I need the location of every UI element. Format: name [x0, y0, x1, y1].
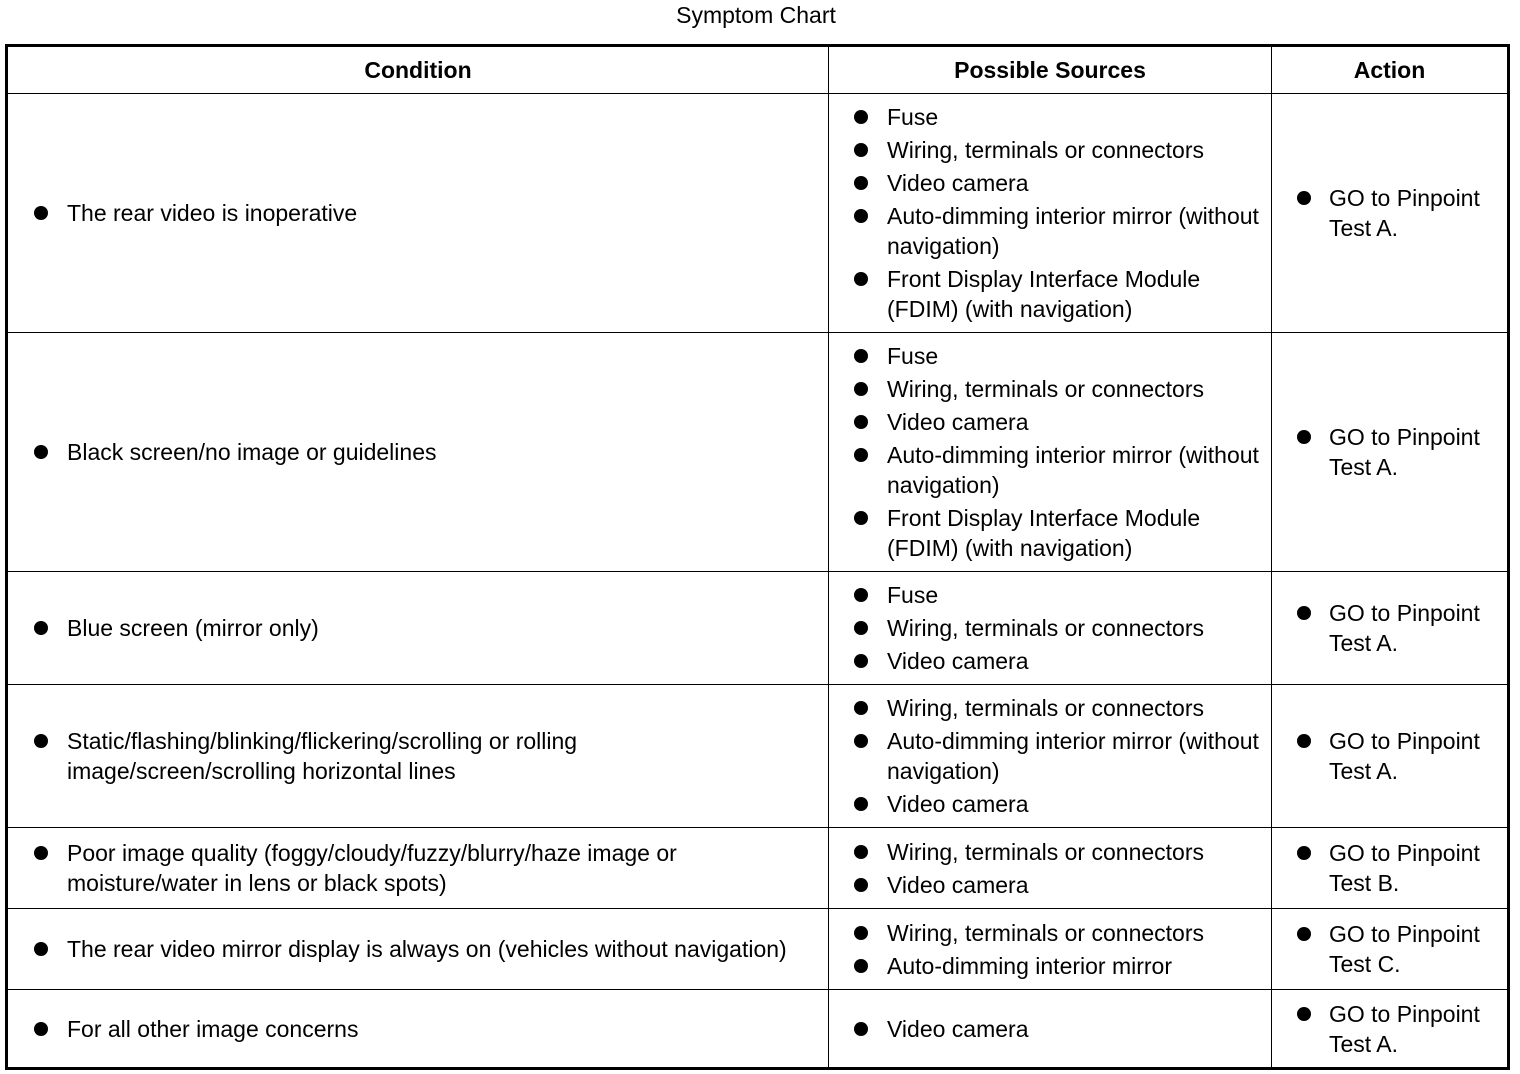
source-item: Wiring, terminals or connectors [829, 693, 1271, 723]
action-text: GO to Pinpoint Test A. [1272, 726, 1507, 786]
table-row [7, 909, 1509, 990]
sources-cell [829, 828, 1272, 909]
source-item: Fuse [829, 580, 1271, 610]
condition-cell [7, 909, 829, 990]
source-item: Auto-dimming interior mirror (without navigation) [829, 440, 1271, 500]
sources-cell [829, 990, 1272, 1069]
action-text: GO to Pinpoint Test A. [1272, 183, 1507, 243]
condition-cell [7, 685, 829, 828]
sources-cell [829, 94, 1272, 333]
source-item: Front Display Interface Module (FDIM) (with navigation) [829, 264, 1271, 324]
action-text: GO to Pinpoint Test C. [1272, 919, 1507, 979]
action-cell [1272, 685, 1509, 828]
condition-text: For all other image concerns [8, 1014, 828, 1044]
action-cell [1272, 94, 1509, 333]
source-item: Video camera [829, 870, 1271, 900]
source-item: Wiring, terminals or connectors [829, 918, 1271, 948]
action-cell [1272, 572, 1509, 685]
symptom-table [5, 44, 1510, 1070]
source-item: Video camera [829, 407, 1271, 437]
table-row [7, 572, 1509, 685]
action-text: GO to Pinpoint Test A. [1272, 598, 1507, 658]
action-text: GO to Pinpoint Test A. [1272, 999, 1507, 1059]
sources-cell [829, 685, 1272, 828]
action-cell [1272, 828, 1509, 909]
sources-cell [829, 909, 1272, 990]
page-title: Symptom Chart [676, 2, 836, 28]
table-row [7, 685, 1509, 828]
source-item: Fuse [829, 102, 1271, 132]
source-item: Wiring, terminals or connectors [829, 374, 1271, 404]
condition-text: The rear video is inoperative [8, 198, 828, 228]
condition-cell [7, 94, 829, 333]
condition-cell [7, 333, 829, 572]
source-item: Wiring, terminals or connectors [829, 837, 1271, 867]
source-item: Auto-dimming interior mirror [829, 951, 1271, 981]
condition-text: Static/flashing/blinking/flickering/scrolling or rolling image/screen/scrolling horizontal lines [8, 726, 828, 786]
action-text: GO to Pinpoint Test A. [1272, 422, 1507, 482]
action-header: Action [1272, 46, 1509, 94]
possible-sources-header: Possible Sources [829, 46, 1272, 94]
table-row [7, 333, 1509, 572]
condition-header: Condition [7, 46, 829, 94]
action-cell [1272, 333, 1509, 572]
source-item: Auto-dimming interior mirror (without navigation) [829, 201, 1271, 261]
source-item: Video camera [829, 646, 1271, 676]
source-item: Front Display Interface Module (FDIM) (with navigation) [829, 503, 1271, 563]
table-row [7, 828, 1509, 909]
condition-text: Poor image quality (foggy/cloudy/fuzzy/blurry/haze image or moisture/water in lens or black spots) [8, 838, 828, 898]
table-row [7, 990, 1509, 1069]
header-row [7, 46, 1509, 94]
action-text: GO to Pinpoint Test B. [1272, 838, 1507, 898]
source-item: Fuse [829, 341, 1271, 371]
source-item: Video camera [829, 789, 1271, 819]
table-row [7, 94, 1509, 333]
condition-text: The rear video mirror display is always on (vehicles without navigation) [8, 934, 828, 964]
condition-cell [7, 828, 829, 909]
sources-cell [829, 572, 1272, 685]
source-item: Video camera [829, 168, 1271, 198]
source-item: Wiring, terminals or connectors [829, 135, 1271, 165]
condition-text: Blue screen (mirror only) [8, 613, 828, 643]
source-item: Auto-dimming interior mirror (without navigation) [829, 726, 1271, 786]
condition-cell [7, 990, 829, 1069]
source-item: Wiring, terminals or connectors [829, 613, 1271, 643]
action-cell [1272, 909, 1509, 990]
action-cell [1272, 990, 1509, 1069]
condition-text: Black screen/no image or guidelines [8, 437, 828, 467]
source-item: Video camera [829, 1014, 1271, 1044]
sources-cell [829, 333, 1272, 572]
condition-cell [7, 572, 829, 685]
